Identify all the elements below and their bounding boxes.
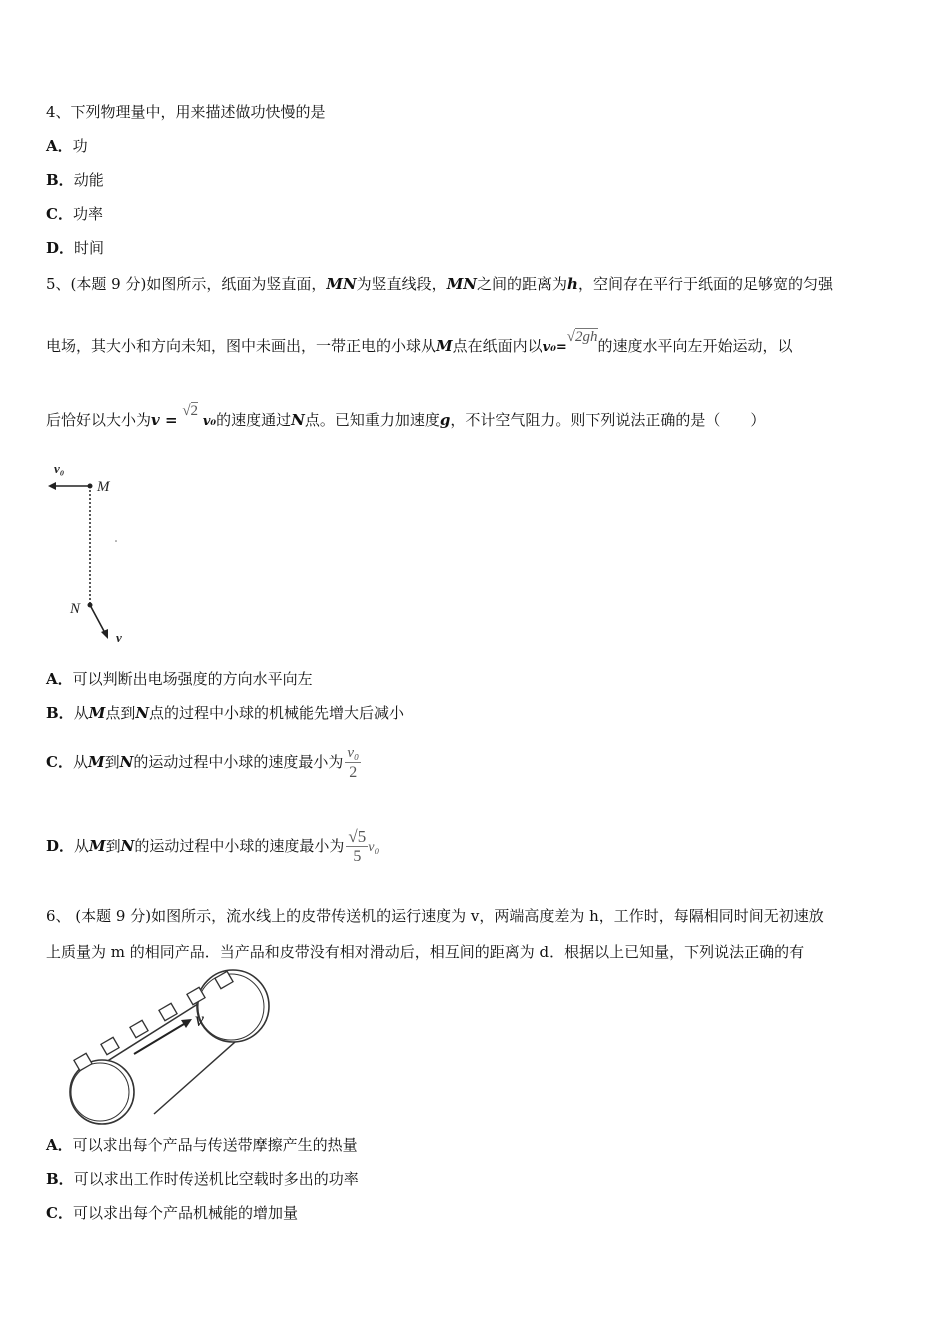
sqrt-radicand: 2 [190, 403, 199, 419]
var-n: N [291, 411, 305, 429]
frac-numerator: √5 [348, 826, 367, 846]
var-n: N [119, 753, 134, 771]
q4-option-c [46, 204, 103, 224]
option-label: C． [46, 1204, 73, 1222]
sqrt-radicand: 2gh [575, 329, 598, 345]
text: 从 [72, 753, 88, 771]
var-v: v = [151, 411, 178, 429]
label-v: v [116, 630, 122, 645]
var-g: g [439, 411, 451, 429]
option-text: 时间 [74, 239, 105, 257]
option-label: C． [46, 205, 73, 223]
sqrt-2: √2 [182, 403, 199, 419]
text: 5、(本题 9 分)如图所示，纸面为竖直面， [46, 275, 327, 293]
q5-stem-line3 [46, 403, 766, 432]
label-v0: v₀ [54, 461, 65, 476]
option-text: 可以求出每个产品与传送带摩擦产生的热量 [72, 1136, 358, 1154]
q4-option-a [46, 136, 88, 156]
q4-stem: 4、下列物理量中，用来描述做功快慢的是 [46, 103, 326, 121]
q6-stem-line1: 6、 (本题 9 分)如图所示，流水线上的皮带传送机的运行速度为 v，两端高度差为 h，工作时，每隔相同时间无初速放 [46, 907, 824, 925]
q5-figure [40, 455, 150, 655]
sqrt-2gh: √2gh [566, 329, 598, 345]
text: ，空间存在平行于纸面的足够宽的匀强 [577, 275, 833, 293]
q6-option-a [46, 1135, 358, 1155]
q6-option-c [46, 1203, 298, 1223]
var-m: M [88, 704, 106, 722]
option-label: A． [46, 137, 73, 155]
frac-denominator: 5 [353, 847, 362, 865]
option-text: 可以判断出电场强度的方向水平向左 [72, 670, 313, 688]
text: 电场，其大小和方向未知，图中未画出，一带正电的小球从 [46, 337, 437, 355]
option-text: 可以求出工作时传送机比空载时多出的功率 [73, 1170, 359, 1188]
text: 点在纸面内以 [452, 337, 543, 355]
label-v: v [195, 1009, 204, 1031]
v-arrow [90, 605, 105, 633]
text: 的速度水平向左开始运动，以 [597, 337, 793, 355]
q6-stem-line2: 上质量为 m 的相同产品．当产品和皮带没有相对滑动后，相互间的距离为 d．根据以上已知量，下列说法正确的有 [46, 943, 805, 961]
product-box [101, 1037, 119, 1054]
text: 从 [74, 837, 90, 855]
var-n: N [135, 704, 150, 722]
text: 从 [73, 704, 89, 722]
text: 的速度通过 [216, 411, 292, 429]
text: 为竖直线段， [356, 275, 447, 293]
text: 到 [105, 837, 121, 855]
q6-conveyor-figure [62, 968, 282, 1120]
q5-stem-line1 [46, 274, 833, 294]
var-m: M [87, 753, 105, 771]
var-mn: MN [446, 275, 478, 293]
text: 的运动过程中小球的速度最小为 [133, 753, 344, 771]
q4-option-b [46, 170, 104, 190]
text: 点到 [105, 704, 136, 722]
velocity-arrowhead [181, 1019, 192, 1028]
label-n: N [70, 601, 81, 617]
option-label: A． [46, 1136, 73, 1154]
var-m: M [436, 337, 453, 355]
option-text: 功 [72, 137, 88, 155]
option-label: B． [46, 1170, 74, 1188]
q5-stem-line2 [46, 329, 793, 358]
q5-option-b [46, 703, 404, 723]
text: 点的过程中小球的机械能先增大后减小 [149, 704, 405, 722]
option-label: C． [46, 753, 73, 771]
q4-option-d [46, 238, 104, 258]
q5-option-d [46, 822, 379, 872]
var-v0: v₀ [202, 414, 217, 429]
option-label: A． [46, 670, 73, 688]
text: 的运动过程中小球的速度最小为 [134, 837, 345, 855]
var-h: h [567, 275, 578, 293]
text: 之间的距离为 [477, 275, 568, 293]
v-arrowhead [101, 629, 108, 639]
frac-numerator: v₀ [347, 744, 360, 761]
frac-denominator: 2 [349, 763, 358, 781]
var-n: N [120, 837, 135, 855]
var-mn: MN [326, 275, 357, 293]
text: 后恰好以大小为 [46, 411, 152, 429]
fraction-sqrt5-over-5 [346, 828, 368, 867]
var-m: M [89, 837, 106, 855]
stray-dot [115, 540, 117, 542]
q5-option-a [46, 669, 313, 689]
fraction-v0-over-2 [345, 744, 361, 783]
label-m: M [97, 479, 110, 495]
q5-option-c [46, 740, 361, 784]
option-label: D． [46, 239, 75, 257]
var-v0: v₀= [542, 340, 567, 355]
text: 到 [104, 753, 120, 771]
product-box [130, 1020, 148, 1037]
option-label: B． [46, 171, 74, 189]
option-text: 动能 [73, 171, 104, 189]
q6-option-b [46, 1169, 359, 1189]
text: ，不计空气阻力。则下列说法正确的是（ ） [450, 411, 766, 429]
frac-suffix-v0: v₀ [368, 840, 380, 855]
option-text: 功率 [72, 205, 103, 223]
option-text: 可以求出每个产品机械能的增加量 [72, 1204, 298, 1222]
v0-arrowhead [48, 482, 56, 490]
option-label: D． [46, 837, 75, 855]
option-label: B． [46, 704, 74, 722]
text: 点。已知重力加速度 [304, 411, 440, 429]
